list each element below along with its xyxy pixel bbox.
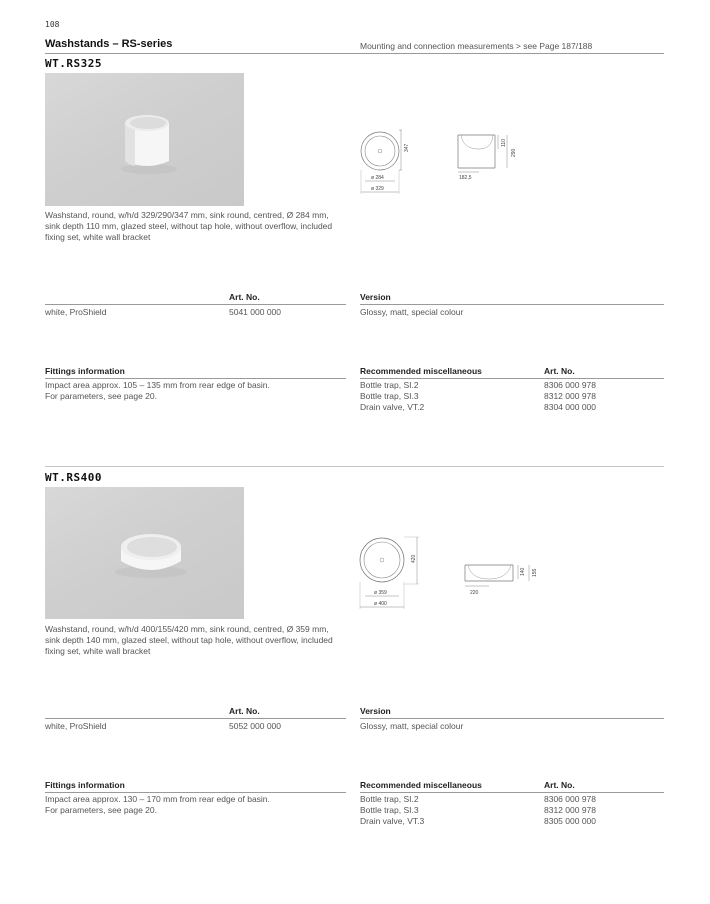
table-rule [360, 378, 664, 379]
page-number: 108 [45, 20, 60, 29]
dim-inner-diameter: ø 359 [374, 590, 387, 596]
mounting-note: Mounting and connection measurements > see Page 187/188 [360, 41, 593, 51]
fittings-info [45, 794, 270, 816]
misc-art-header: Art. No. [544, 780, 575, 790]
version-header: Version [360, 706, 391, 716]
table-rule [45, 718, 346, 719]
fittings-line: For parameters, see page 20. [45, 805, 157, 815]
fittings-line: Impact area approx. 105 – 135 mm from rear edge of basin. [45, 380, 270, 390]
dim-height: 420 [411, 554, 417, 563]
misc-list [360, 794, 424, 827]
misc-item-art: 8306 000 978 [544, 794, 596, 804]
table-rule [45, 792, 346, 793]
product-code: WT.RS325 [45, 57, 102, 70]
finish: white, ProShield [45, 307, 107, 317]
washstand-image [45, 487, 244, 619]
art-no-header: Art. No. [229, 292, 260, 302]
version-header: Version [360, 292, 391, 302]
dim-outer-diameter: ø 400 [374, 601, 387, 607]
section-divider [45, 466, 664, 467]
fittings-header: Fittings information [45, 366, 125, 376]
washstand-image [45, 73, 244, 206]
misc-item-name: Drain valve, VT.2 [360, 402, 425, 412]
misc-art-list [544, 380, 596, 413]
misc-header: Recommended miscellaneous [360, 366, 482, 376]
misc-item-name: Bottle trap, SI.3 [360, 391, 419, 401]
misc-item-name: Drain valve, VT.3 [360, 816, 425, 826]
dim-depth: 110 [501, 139, 507, 147]
version: Glossy, matt, special colour [360, 307, 464, 317]
misc-item-art: 8305 000 000 [544, 816, 596, 826]
misc-item-art: 8304 000 000 [544, 402, 596, 412]
misc-header: Recommended miscellaneous [360, 780, 482, 790]
version: Glossy, matt, special colour [360, 721, 464, 731]
art-no: 5041 000 000 [229, 307, 281, 317]
header-rule [45, 53, 664, 54]
misc-item-art: 8312 000 978 [544, 391, 596, 401]
dim-total-height: 155 [532, 568, 538, 577]
dim-outer-diameter: ø 329 [371, 186, 384, 192]
misc-art-list [544, 794, 596, 827]
dim-height: 347 [404, 143, 410, 152]
art-no: 5052 000 000 [229, 721, 281, 731]
misc-item-art: 8306 000 978 [544, 380, 596, 390]
product-photo [45, 73, 244, 206]
dim-total-height: 290 [511, 148, 517, 157]
finish: white, ProShield [45, 721, 107, 731]
dim-depth: 140 [520, 567, 526, 576]
dim-side-width: 220 [470, 590, 479, 596]
product-photo [45, 487, 244, 619]
table-rule [360, 718, 664, 719]
art-no-header: Art. No. [229, 706, 260, 716]
misc-item-art: 8312 000 978 [544, 805, 596, 815]
page-title: Washstands – RS-series [45, 38, 173, 50]
table-rule [360, 304, 664, 305]
misc-item-name: Bottle trap, SI.3 [360, 805, 419, 815]
table-rule [45, 304, 346, 305]
misc-art-header: Art. No. [544, 366, 575, 376]
technical-drawing [355, 123, 530, 198]
product-description: Washstand, round, w/h/d 400/155/420 mm, sink round, centred, Ø 359 mm, sink depth 140 mm, glazed steel, without tap hole, without overflow, included fixing set, white wall bracket [45, 624, 333, 656]
misc-list [360, 380, 424, 413]
dim-inner-diameter: ø 284 [371, 175, 384, 181]
product-code: WT.RS400 [45, 471, 102, 484]
misc-item-name: Bottle trap, SI.2 [360, 794, 419, 804]
fittings-line: Impact area approx. 130 – 170 mm from rear edge of basin. [45, 794, 270, 804]
technical-drawing [355, 535, 545, 615]
dim-side-width: 182,5 [459, 175, 472, 181]
misc-item-name: Bottle trap, SI.2 [360, 380, 419, 390]
fittings-header: Fittings information [45, 780, 125, 790]
table-rule [45, 378, 346, 379]
table-rule [360, 792, 664, 793]
fittings-line: For parameters, see page 20. [45, 391, 157, 401]
product-description: Washstand, round, w/h/d 329/290/347 mm, sink round, centred, Ø 284 mm, sink depth 110 mm, glazed steel, without tap hole, without overflow, included fixing set, white wall bracket [45, 210, 333, 242]
fittings-info [45, 380, 270, 402]
